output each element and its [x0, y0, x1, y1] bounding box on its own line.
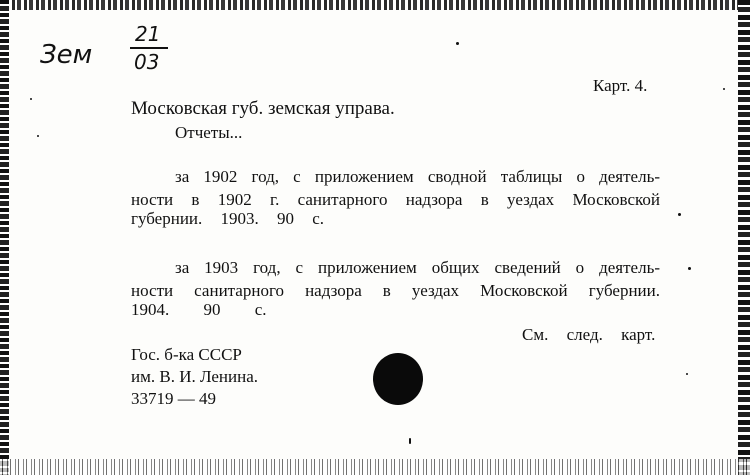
scan-speck [30, 98, 32, 100]
scan-speck [456, 42, 459, 45]
heading: Московская губ. земская управа. [131, 98, 395, 119]
fraction-bar [130, 47, 168, 49]
scan-border-top [0, 0, 750, 10]
handwritten-code: Зем [40, 40, 93, 70]
scan-border-left [0, 0, 9, 475]
library-line-3: 33719 — 49 [131, 389, 216, 408]
scan-border-bottom [0, 459, 750, 475]
scan-speck [37, 135, 39, 137]
scan-speck [678, 213, 681, 216]
handwritten-fraction-bottom: 03 [134, 50, 160, 74]
library-line-2: им. В. И. Ленина. [131, 367, 259, 386]
scan-speck [686, 373, 688, 375]
entry-1-line-3: губернии. 1903. 90 с. [131, 209, 325, 228]
scan-speck [409, 438, 411, 444]
card-number: Карт. 4. [593, 76, 648, 95]
entry-1-line-1: за 1902 год, с приложением сводной таблицы о деятель- [175, 167, 660, 186]
entry-1-line-2: ности в 1902 г. санитарного надзора в уездах Московской [131, 190, 660, 209]
entry-2-line-3: 1904. 90 с. [131, 300, 267, 319]
scan-border-right [738, 0, 750, 475]
entry-2-line-2: ности санитарного надзора в уездах Московской губернии. [131, 281, 660, 300]
scan-speck [688, 267, 691, 270]
see-next-card: См. след. карт. [522, 325, 656, 344]
subheading: Отчеты... [175, 123, 243, 142]
handwritten-fraction-top: 21 [135, 22, 161, 46]
punch-hole [373, 353, 423, 405]
scan-speck [723, 88, 725, 90]
entry-2-line-1: за 1903 год, с приложением общих сведений о деятель- [175, 258, 660, 277]
library-line-1: Гос. б-ка СССР [131, 345, 242, 364]
